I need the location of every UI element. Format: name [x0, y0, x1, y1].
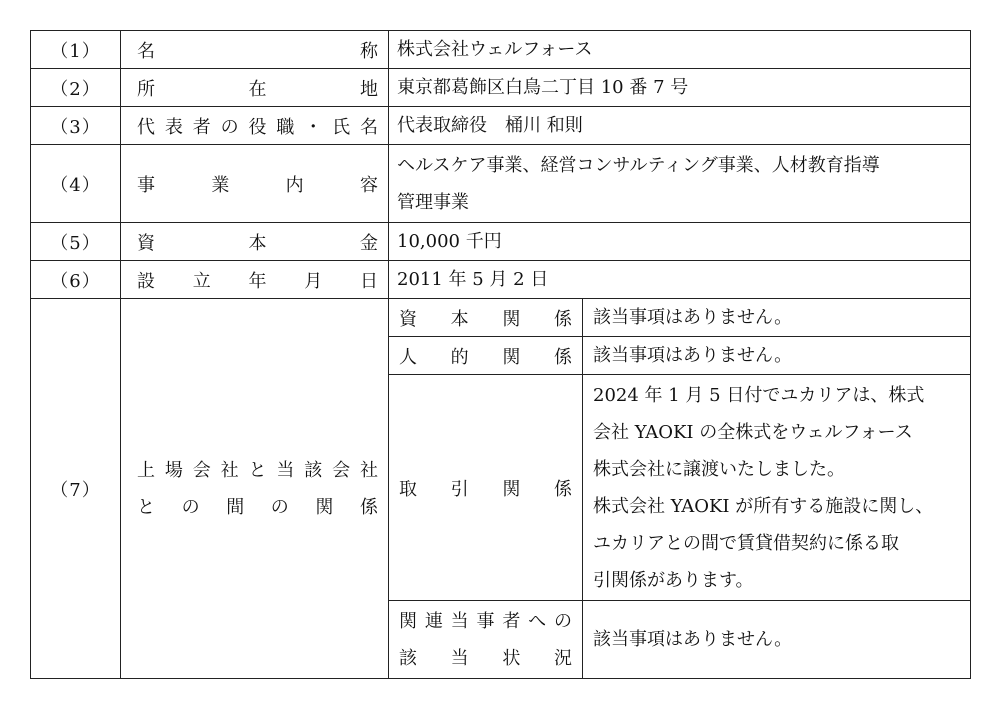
label-char: 金	[360, 232, 378, 254]
label-char: 事	[137, 174, 155, 196]
label-char: 状	[502, 647, 521, 669]
sub-label	[389, 375, 583, 601]
label-char: 立	[192, 270, 211, 292]
label-char: へ	[528, 610, 547, 632]
value-line: 2024 年 1 月 5 日付でユカリアは、株式	[593, 384, 925, 406]
label-char: 本	[450, 308, 469, 330]
label-char: 本	[248, 232, 267, 254]
label-char: と	[248, 459, 267, 481]
company-info-table	[30, 30, 971, 679]
label-char: 職	[276, 116, 295, 138]
row-number: （3）	[31, 107, 121, 145]
label-char: と	[137, 496, 155, 518]
label-char: ・	[304, 116, 323, 138]
value-line: 会社 YAOKI の全株式をウェルフォース	[593, 421, 913, 443]
row-label	[121, 261, 389, 299]
value-line: 株式会社 YAOKI が所有する施設に関し、	[593, 495, 934, 517]
row-value: 代表取締役 桶川 和則	[389, 107, 971, 145]
label-char: 名	[137, 40, 155, 62]
table-row	[31, 145, 971, 223]
label-char: 社	[220, 459, 239, 481]
row-value: 10,000 千円	[389, 223, 971, 261]
label-char: 者	[502, 610, 521, 632]
label-char: 月	[304, 270, 323, 292]
table-row	[31, 299, 971, 337]
row-number: （7）	[31, 299, 121, 679]
label-char: 引	[450, 478, 469, 500]
label-char: 当	[276, 459, 295, 481]
sub-value	[583, 375, 971, 601]
row-value: 東京都葛飾区白鳥二丁目 10 番 7 号	[389, 69, 971, 107]
row-value: 株式会社ウェルフォース	[389, 31, 971, 69]
label-char: 日	[360, 270, 378, 292]
label-char: 氏	[332, 116, 351, 138]
sub-label	[389, 299, 583, 337]
table-row	[31, 223, 971, 261]
label-char: 係	[553, 478, 572, 500]
label-char: 社	[360, 459, 378, 481]
row-label	[121, 145, 389, 223]
label-char: 該	[399, 647, 417, 669]
value-line: 引関係があります。	[593, 569, 754, 591]
sub-value: 該当事項はありません。	[583, 299, 971, 337]
label-char: 名	[360, 116, 378, 138]
row-label	[121, 107, 389, 145]
table-row	[31, 69, 971, 107]
table-row	[31, 31, 971, 69]
label-char: 者	[192, 116, 211, 138]
label-char: 所	[137, 78, 155, 100]
label-char: 上	[137, 459, 155, 481]
label-char: 間	[226, 496, 245, 518]
table-row	[31, 261, 971, 299]
label-char: の	[553, 610, 572, 632]
label-char: 況	[553, 647, 572, 669]
label-char: 関	[315, 496, 334, 518]
row-label	[121, 69, 389, 107]
row-label	[121, 299, 389, 679]
label-char: 係	[553, 308, 572, 330]
row-label	[121, 223, 389, 261]
label-char: 事	[476, 610, 495, 632]
label-char: 代	[137, 116, 155, 138]
row-number: （4）	[31, 145, 121, 223]
value-line: 株式会社に譲渡いたしました。	[593, 458, 845, 480]
value-line: 管理事業	[397, 191, 469, 213]
label-char: 年	[248, 270, 267, 292]
label-char: 資	[137, 232, 155, 254]
table-row	[31, 107, 971, 145]
label-char: 役	[248, 116, 267, 138]
label-char: 関	[502, 346, 521, 368]
sub-label	[389, 601, 583, 679]
label-char: 関	[502, 478, 521, 500]
value-line: ヘルスケア事業、経営コンサルティング事業、人材教育指導	[397, 154, 880, 176]
label-char: 連	[424, 610, 443, 632]
label-char: 内	[285, 174, 304, 196]
label-char: 関	[502, 308, 521, 330]
row-number: （6）	[31, 261, 121, 299]
sub-label	[389, 337, 583, 375]
label-char: の	[220, 116, 239, 138]
label-char: 的	[450, 346, 469, 368]
label-char: 関	[399, 610, 417, 632]
label-char: 資	[399, 308, 417, 330]
label-char: 設	[137, 270, 155, 292]
label-char: 在	[248, 78, 267, 100]
label-char: 表	[164, 116, 183, 138]
label-char: 地	[360, 78, 378, 100]
label-char: 当	[450, 647, 469, 669]
label-char: 人	[399, 346, 417, 368]
label-char: の	[270, 496, 289, 518]
row-number: （2）	[31, 69, 121, 107]
label-char: 称	[360, 40, 378, 62]
label-char: 容	[359, 174, 378, 196]
row-value	[389, 145, 971, 223]
value-line: ユカリアとの間で賃貸借契約に係る取	[593, 532, 899, 554]
label-char: 会	[192, 459, 211, 481]
label-char: の	[181, 496, 200, 518]
row-label	[121, 31, 389, 69]
label-char: 場	[164, 459, 183, 481]
label-char: 業	[211, 174, 230, 196]
label-char: 当	[450, 610, 469, 632]
sub-value: 該当事項はありません。	[583, 337, 971, 375]
label-char: 係	[553, 346, 572, 368]
sub-value: 該当事項はありません。	[583, 601, 971, 679]
label-char: 係	[359, 496, 378, 518]
row-value: 2011 年 5 月 2 日	[389, 261, 971, 299]
label-char: 該	[304, 459, 323, 481]
row-number: （5）	[31, 223, 121, 261]
label-char: 取	[399, 478, 417, 500]
row-number: （1）	[31, 31, 121, 69]
label-char: 会	[332, 459, 351, 481]
